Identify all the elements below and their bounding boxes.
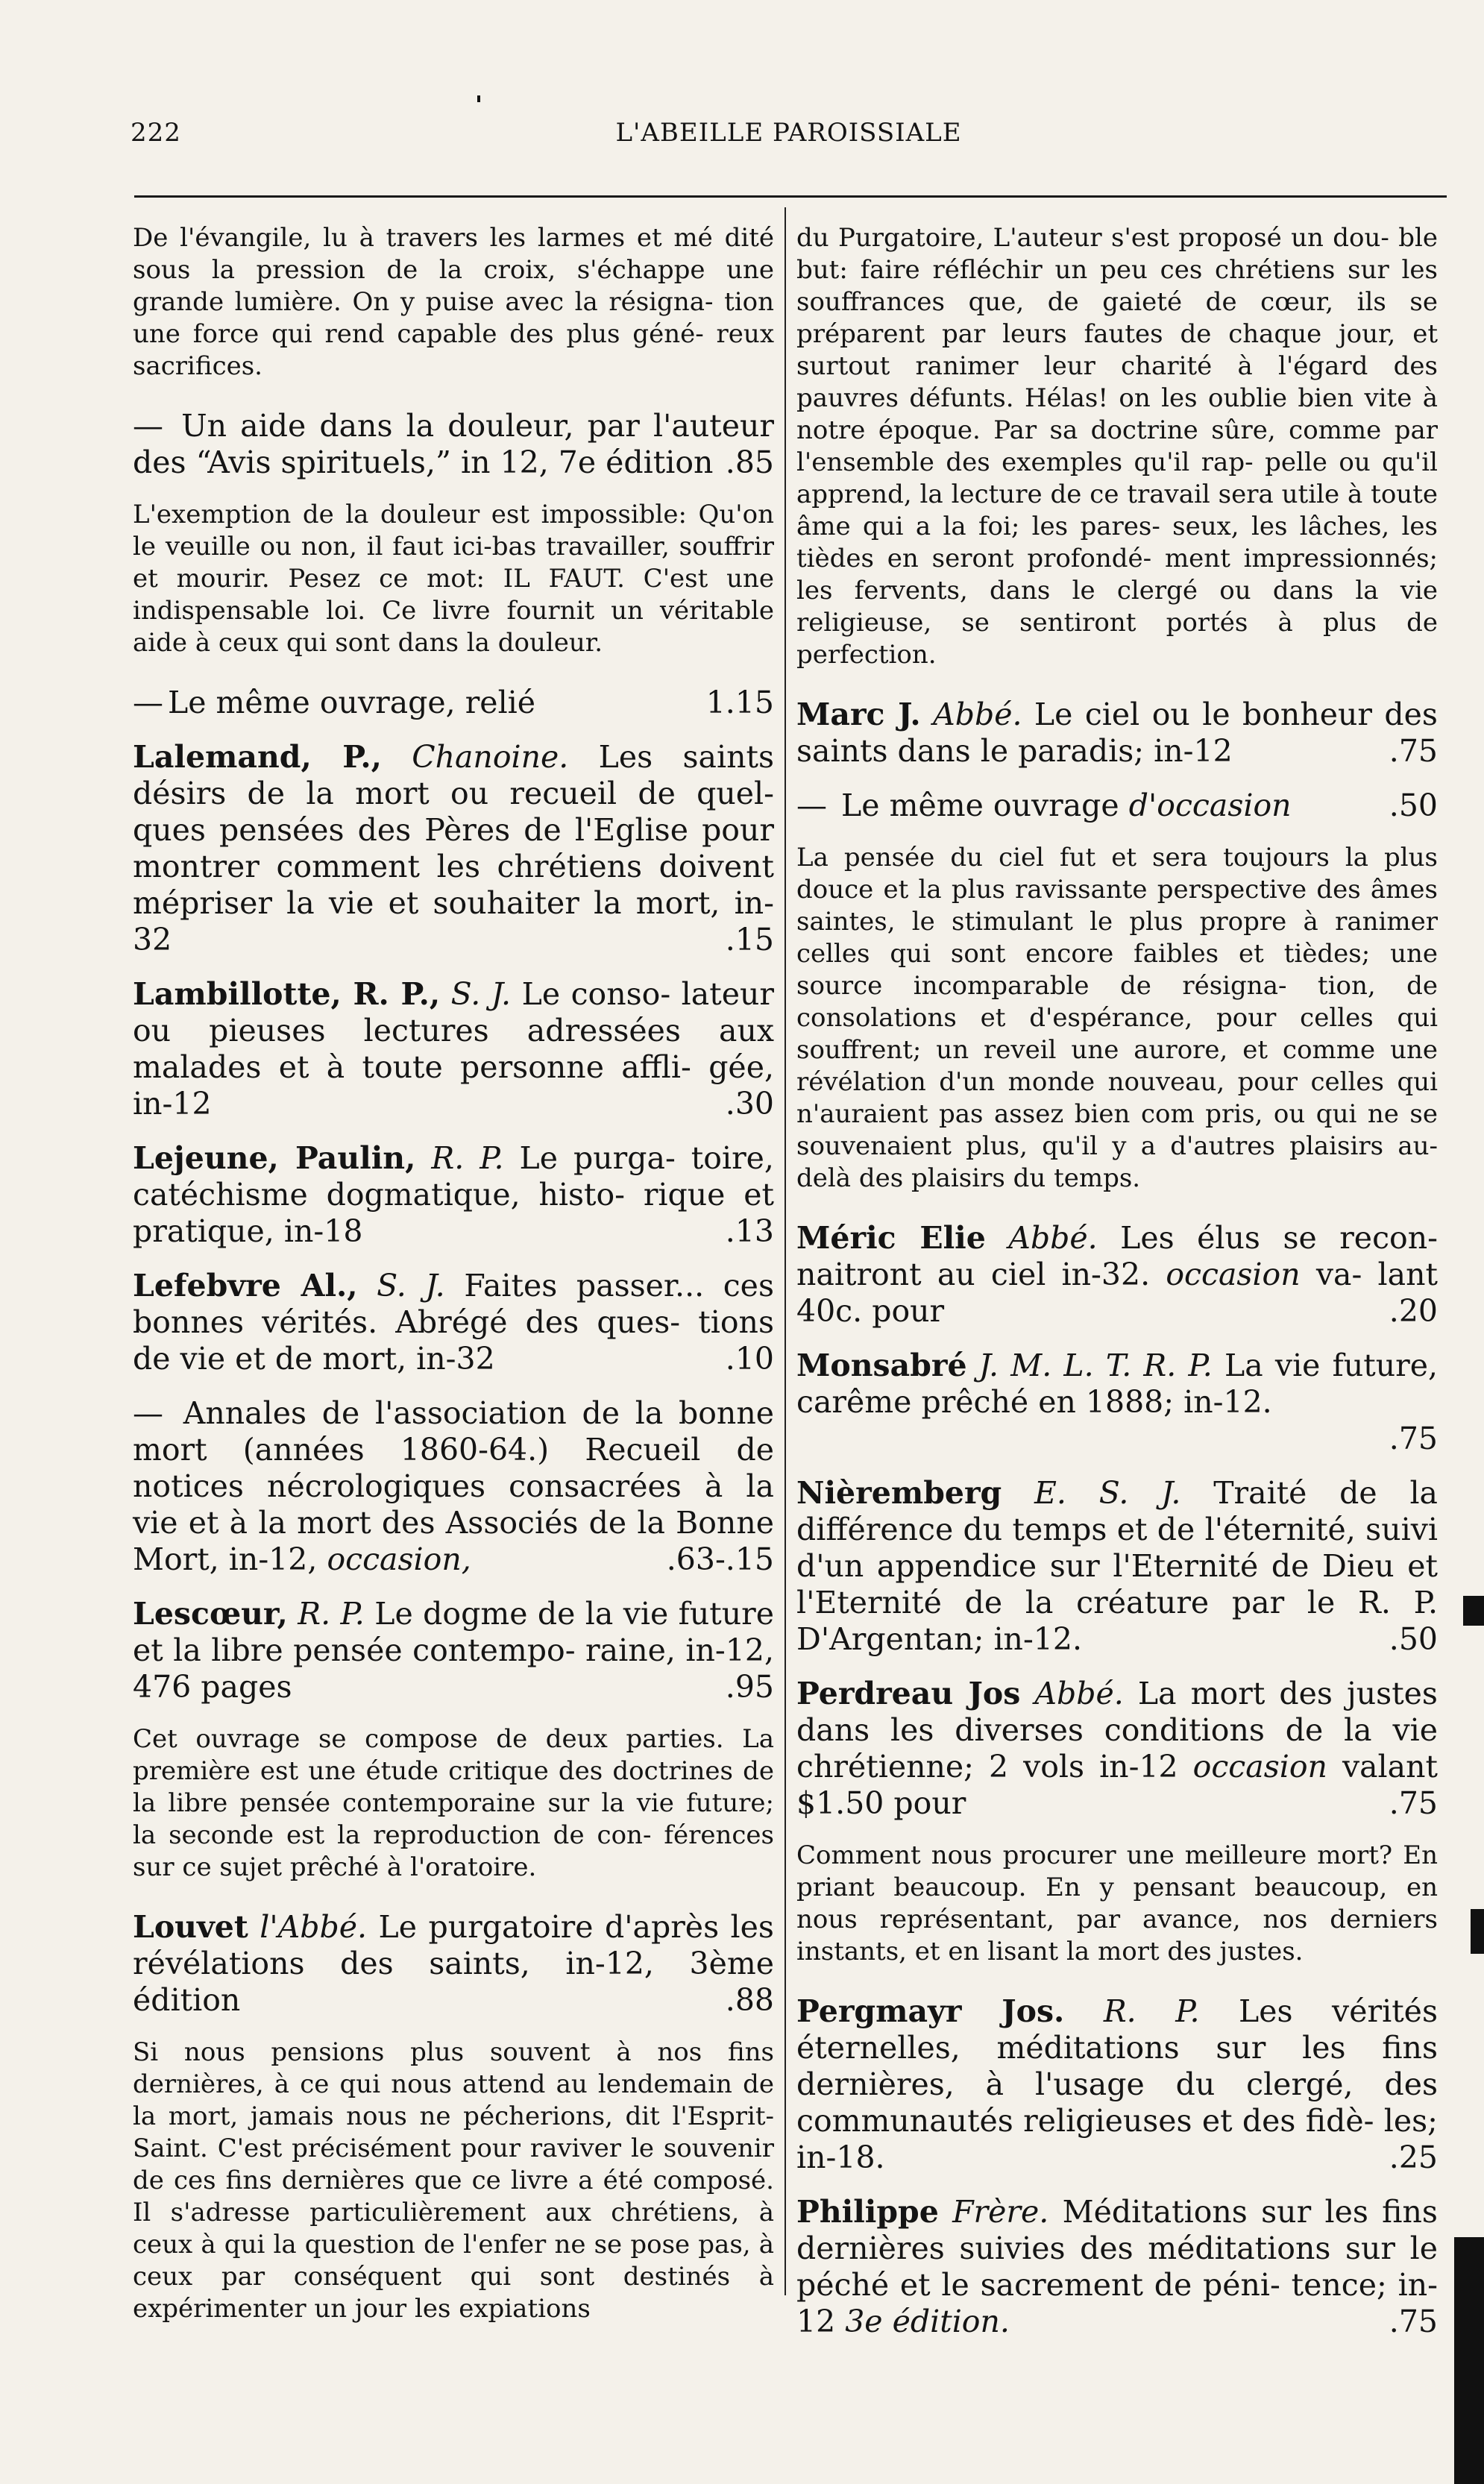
entry-title: Le conso- lateur ou pieuses lectures adressées aux malades et à toute personne affli- gée, in-12 bbox=[133, 976, 774, 1122]
continued-text: du Purgatoire, L'auteur s'est proposé un dou- ble but: faire réfléchir un peu ces chrétiens sur les souffrances que, de gaieté de cœur, ils se préparent par leurs fautes de chaque jour, et surtout ranimer leur charité à l'égard des pauvres défunts. Hélas! on les oublie bien vite à notre époque. Par sa doctrine sûre, comme par l'ensemble des exemples qu'il rap- pelle ou qu'il apprend, la lecture de ce travail sera utile à toute âme qui a la foi; les pares- seux, les lâches, les tièdes en seront profondé- ment impressionnés; les fervents, dans le clergé ou dans la vie religieuse, se sentiront portés à plus de perfection. bbox=[796, 223, 1438, 670]
entry-author: Lefebvre Al., bbox=[133, 1268, 358, 1304]
entry-author: Pergmayr Jos. bbox=[796, 1993, 1065, 2029]
entry-title: Annales de l'association de la bonne mort (années 1860-64.) Recueil de notices nécrologiques consacrées à la vie et à la mort des Associés de la Bonne Mort, in-12, bbox=[133, 1395, 774, 1577]
entry-qualifier: Chanoine. bbox=[412, 739, 569, 775]
catalog-entry bbox=[133, 1909, 774, 2019]
scan-edge-mark bbox=[1471, 1909, 1484, 1954]
entry-price: .25 bbox=[1389, 2139, 1438, 2175]
entry-author: Louvet bbox=[133, 1909, 248, 1945]
entry-title: Le dogme de la vie future et la libre pensée contempo- raine, in-12, 476 pages bbox=[133, 1596, 774, 1705]
entry-qualifier: occasion, bbox=[327, 1541, 471, 1577]
entry-price: .10 bbox=[725, 1341, 774, 1377]
scan-speck bbox=[477, 95, 480, 102]
entry-qualifier: R. P. bbox=[298, 1596, 365, 1632]
catalog-entry bbox=[796, 1676, 1438, 1822]
entry-price: .50 bbox=[1389, 787, 1438, 823]
catalog-entry bbox=[796, 1348, 1438, 1457]
page-header bbox=[131, 110, 1447, 170]
catalog-entry bbox=[796, 2194, 1438, 2340]
entry-price: .95 bbox=[725, 1669, 774, 1705]
entry-price: .88 bbox=[725, 1982, 774, 2018]
entry-qualifier: Abbé. bbox=[933, 697, 1022, 732]
entry-price: .13 bbox=[725, 1213, 774, 1249]
catalog-entry bbox=[133, 1140, 774, 1250]
page-number: 222 bbox=[131, 118, 181, 148]
entry-price: .63-.15 bbox=[666, 1541, 774, 1577]
entry-qualifier: Frère. bbox=[952, 2194, 1049, 2230]
entry-title: Le purga- toire, catéchisme dogmatique, histo- rique et pratique, in-18 bbox=[133, 1140, 774, 1249]
left-column bbox=[133, 222, 774, 2351]
entry-author: Monsabré bbox=[796, 1348, 967, 1383]
entry-qualifier: d'occasion bbox=[1128, 787, 1292, 823]
entry-price: .75 bbox=[1389, 1785, 1438, 1821]
entry-author: Lejeune, Paulin, bbox=[133, 1140, 416, 1176]
header-rule bbox=[134, 195, 1447, 198]
entry-qualifier: l'Abbé. bbox=[260, 1909, 368, 1945]
entry-dash: — bbox=[133, 1395, 163, 1431]
entry-description: L'exemption de la douleur est impossible: Qu'on le veuille ou non, il faut ici-bas travailler, souffrir et mourir. Pesez ce mot: IL FAUT. C'est une indispensable loi. Ce livre fournit un véritable aide à ceux qui sont dans la douleur. bbox=[133, 500, 774, 658]
entry-author: Lescœur, bbox=[133, 1596, 288, 1632]
entry-author: Méric Elie bbox=[796, 1220, 986, 1256]
entry-description: Comment nous procurer une meilleure mort? En priant beaucoup. En y pensant beaucoup, en nous représentant, par avance, nos derniers instants, et en lisant la mort des justes. bbox=[796, 1840, 1438, 1966]
entry-qualifier: 3e édition. bbox=[845, 2304, 1010, 2339]
entry-qualifier: E. S. J. bbox=[1034, 1475, 1181, 1511]
entry-qualifier: S. J. bbox=[450, 976, 512, 1012]
running-title: L'ABEILLE PAROISSIALE bbox=[615, 118, 962, 148]
entry-price: .15 bbox=[725, 922, 774, 958]
entry-title: Le ciel ou le bonheur des saints dans le paradis; in-12 bbox=[796, 697, 1438, 769]
entry-title: Faites passer... ces bonnes vérités. Abrégé des ques- tions de vie et de mort, in-32 bbox=[133, 1268, 774, 1377]
entry-title: La mort des justes dans les diverses conditions de la vie chrétienne; 2 vols in-12 bbox=[796, 1676, 1438, 1785]
entry-price: .20 bbox=[1389, 1293, 1438, 1329]
entry-qualifier: R. P. bbox=[431, 1140, 504, 1176]
entry-description: Si nous pensions plus souvent à nos fins dernières, à ce qui nous attend au lendemain de la mort, jamais nous ne pécherions, dit l'Esprit-Saint. C'est précisément pour raviver le souvenir de ces fins dernières que ce livre a été composé. Il s'adresse particulièrement aux chrétiens, à ceux à qui la question de l'enfer ne se pose pas, à ceux par conséquent qui sont destinés à expérimenter un jour les expiations bbox=[133, 2037, 774, 2324]
entry-title: Les élus se recon- naitront au ciel in-32. bbox=[796, 1220, 1438, 1292]
entry-author: Nièremberg bbox=[796, 1475, 1002, 1511]
entry-title: La vie future, carême prêché en 1888; in-12. bbox=[796, 1348, 1438, 1420]
scan-edge-mark bbox=[1463, 1596, 1484, 1626]
entry-qualifier: J. M. L. T. R. P. bbox=[978, 1348, 1213, 1383]
entry-qualifier: occasion bbox=[1166, 1257, 1301, 1292]
catalog-entry bbox=[133, 739, 774, 958]
entry-author: Lambillotte, R. P., bbox=[133, 976, 441, 1012]
catalog-entry bbox=[133, 1268, 774, 1377]
catalog-entry bbox=[133, 1596, 774, 1705]
catalog-entry bbox=[133, 685, 774, 721]
intro-text: De l'évangile, lu à travers les larmes et mé dité sous la pression de la croix, s'échappe une grande lumière. On y puise avec la résigna- tion une force qui rend capable des plus géné- reux sacrifices. bbox=[133, 223, 774, 381]
catalog-entry bbox=[796, 697, 1438, 770]
entry-title: Le même ouvrage, relié bbox=[168, 685, 536, 720]
entry-title: Un aide dans la douleur, par l'auteur des “Avis spirituels,” in 12, 7e édition bbox=[133, 408, 774, 480]
entry-price: .75 bbox=[1389, 1421, 1438, 1456]
catalog-entry bbox=[133, 1395, 774, 1578]
entry-price: .75 bbox=[1389, 2304, 1438, 2339]
column-divider bbox=[785, 207, 786, 2295]
entry-price: .75 bbox=[1389, 733, 1438, 769]
entry-dash: — bbox=[796, 787, 827, 823]
entry-author: Perdreau Jos bbox=[796, 1676, 1021, 1711]
catalog-entry bbox=[796, 787, 1438, 824]
entry-title: Le purgatoire d'après les révélations des saints, in-12, 3ème édition bbox=[133, 1909, 774, 2018]
entry-title: va- lant 40c. pour bbox=[796, 1257, 1438, 1329]
entry-title: Les saints désirs de la mort ou recueil de quel- ques pensées des Pères de l'Eglise pour montrer comment les chrétiens doivent mépriser la vie et souhaiter la mort, in-32 bbox=[133, 739, 774, 958]
entry-title: valant $1.50 pour bbox=[796, 1749, 1438, 1821]
entry-dash: — bbox=[133, 408, 163, 444]
entry-qualifier: occasion bbox=[1192, 1749, 1327, 1785]
entry-description: La pensée du ciel fut et sera toujours la plus douce et la plus ravissante perspective des âmes saintes, le stimulant le plus propre à ranimer celles qui sont encore faibles et tièdes; une source incomparable de résigna- tion, de consolations et d'espérance, pour celles qui souffrent; un reveil une aurore, et comme une révélation d'un monde nouveau, pour celles qui n'auraient pas assez bien com pris, ou qui ne se souvenaient plus, qu'il y a d'autres plaisirs au-delà des plaisirs du temps. bbox=[796, 843, 1438, 1193]
entry-qualifier: R. P. bbox=[1103, 1993, 1200, 2029]
entry-title: Le même ouvrage bbox=[841, 787, 1119, 823]
entry-qualifier: S. J. bbox=[377, 1268, 445, 1304]
entry-price: 1.15 bbox=[705, 685, 774, 720]
entry-price: .30 bbox=[725, 1086, 774, 1122]
entry-author: Marc J. bbox=[796, 697, 921, 732]
entry-title: Les vérités éternelles, méditations sur les fins dernières, à l'usage du clergé, des communautés religieuses et des fidè- les; in-18. bbox=[796, 1993, 1438, 2175]
scan-edge-mark bbox=[1454, 2237, 1484, 2484]
catalog-entry bbox=[796, 1220, 1438, 1330]
entry-qualifier: Abbé. bbox=[1034, 1676, 1124, 1711]
catalog-entry bbox=[133, 408, 774, 481]
entry-price: .50 bbox=[1389, 1621, 1438, 1657]
catalog-entry bbox=[133, 976, 774, 1122]
catalog-entry bbox=[796, 1475, 1438, 1658]
entry-description: Cet ouvrage se compose de deux parties. La première est une étude critique des doctrines de la libre pensée contemporaine sur la vie future; la seconde est la reproduction de con- férences sur ce sujet prêché à l'oratoire. bbox=[133, 1724, 774, 1882]
right-column bbox=[796, 222, 1438, 2358]
entry-qualifier: Abbé. bbox=[1008, 1220, 1098, 1256]
entry-title: Méditations sur les fins dernières suivies des méditations sur le péché et le sacrement de péni- tence; in-12 bbox=[796, 2194, 1438, 2339]
entry-author: Philippe bbox=[796, 2194, 939, 2230]
entry-author: Lalemand, P., bbox=[133, 739, 382, 775]
entry-price: .85 bbox=[725, 444, 774, 480]
catalog-entry bbox=[796, 1993, 1438, 2176]
entry-dash: — bbox=[133, 685, 163, 720]
entry-title: Traité de la différence du temps et de l'éternité, suivi d'un appendice sur l'Eternité de Dieu et l'Eternité de la créature par le R. P. D'Argentan; in-12. bbox=[796, 1475, 1438, 1657]
